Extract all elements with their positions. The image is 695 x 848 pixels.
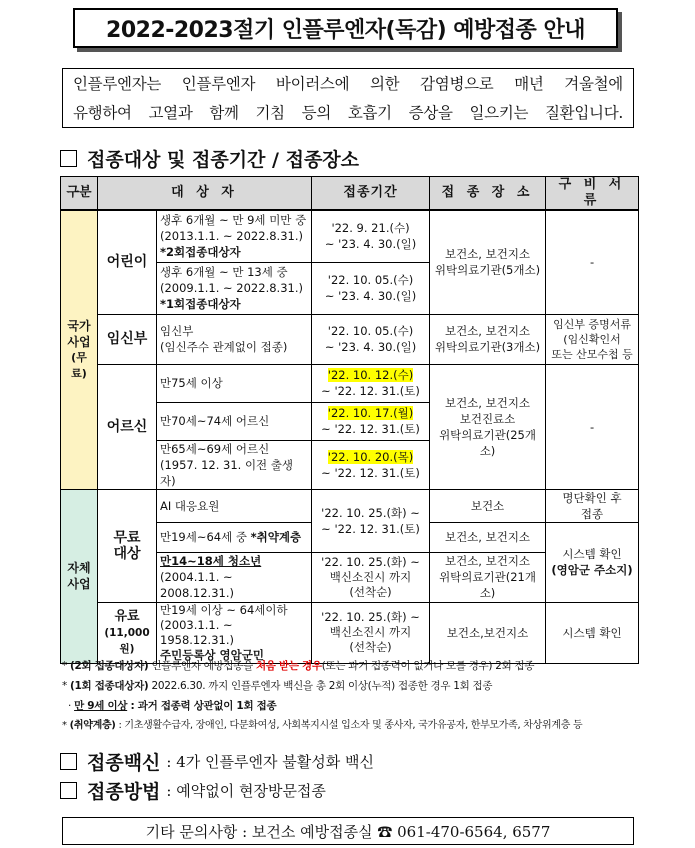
pregnant-docs: 임신부 증명서류 (임신확인서 또는 산모수첩 등 xyxy=(546,314,639,364)
table-row xyxy=(61,364,639,402)
free-place-vulnerable: 보건소, 보건지소 xyxy=(430,522,546,552)
free-place-youth: 보건소, 보건지소 위탁의료기관(21개소) xyxy=(430,552,546,602)
vaccine-label: 접종백신 xyxy=(87,752,161,774)
child-label: 어린이 xyxy=(98,210,157,314)
child-place: 보건소, 보건지소 위탁의료기관(5개소) xyxy=(430,210,546,314)
paid-docs: 시스템 확인 xyxy=(546,602,639,663)
pregnant-target: 임신부 (임신주수 관계없이 접종) xyxy=(157,314,312,364)
free-target-youth: 만14~18세 청소년 (2004.1.1. ~ 2008.12.31.) xyxy=(157,552,312,602)
intro-box xyxy=(62,68,634,128)
pregnant-place: 보건소, 보건지소 위탁의료기관(3개소) xyxy=(430,314,546,364)
child-docs: - xyxy=(546,210,639,314)
title-box xyxy=(73,8,618,51)
elderly-label: 어르신 xyxy=(98,364,157,489)
vaccination-table xyxy=(60,176,639,664)
method-label: 접종방법 xyxy=(87,781,161,803)
footnote-vulnerable: * (취약계층) : 기초생활수급자, 장애인, 다문화여성, 사회복지시설 입소자 및 종사자, 국가유공자, 한부모가족, 차상위계층 등 xyxy=(62,720,583,731)
free-period-youth: '22. 10. 25.(화) ~ 백신소진시 까지 (선착순) xyxy=(312,552,430,602)
header-docs: 구 비 서 류 xyxy=(546,177,639,211)
free-target-ai: AI 대응요원 xyxy=(157,489,312,522)
child-period-1dose: '22. 10. 05.(수) ~ '23. 4. 30.(일) xyxy=(312,262,430,314)
vaccine-line xyxy=(60,748,374,775)
contact-footer: 기타 문의사항 : 보건소 예방접종실 ☎ 061-470-6564, 6577 xyxy=(62,817,634,845)
elderly-docs: - xyxy=(546,364,639,489)
paid-period: '22. 10. 25.(화) ~ 백신소진시 까지 (선착순) xyxy=(312,602,430,663)
free-period-ai: '22. 10. 25.(화) ~ ~ '22. 12. 31.(토) xyxy=(312,489,430,552)
footnote-age9: · 만 9세 이상 : 과거 접종력 상관없이 1회 접종 xyxy=(68,700,277,712)
checkbox-square-icon xyxy=(60,782,77,799)
elderly-period-65: '22. 10. 20.(목) ~ '22. 12. 31.(토) xyxy=(312,440,430,489)
table-row xyxy=(61,489,639,522)
footnotes xyxy=(62,656,642,736)
paid-place: 보건소,보건지소 xyxy=(430,602,546,663)
header-target: 대 상 자 xyxy=(98,177,312,211)
section-title: 접종대상 및 접종기간 / 접종장소 xyxy=(87,149,360,171)
footnote-2dose: * (2회 접종대상자) 인플루엔자 예방접종을 처음 받는 경우(또는 과거 접종력이 없거나 모를 경우) 2회 접종 xyxy=(62,660,535,672)
elderly-target-70: 만70세~74세 어르신 xyxy=(157,402,312,440)
method-value: : 예약없이 현장방문접종 xyxy=(166,782,326,800)
child-period-2dose: '22. 9. 21.(수) ~ '23. 4. 30.(일) xyxy=(312,210,430,262)
vaccine-value: : 4가 인플루엔자 불활성화 백신 xyxy=(166,753,374,771)
free-target-vulnerable: 만19세~64세 중 *취약계층 xyxy=(157,522,312,552)
header-period: 접종기간 xyxy=(312,177,430,211)
child-target-2dose: 생후 6개월 ~ 만 9세 미만 중 (2013.1.1. ~ 2022.8.31.) *2회접종대상자 xyxy=(157,210,312,262)
elderly-place: 보건소, 보건지소 보건진료소 위탁의료기관(25개소) xyxy=(430,364,546,489)
section-heading-target xyxy=(60,145,359,172)
table-row xyxy=(61,314,639,364)
method-line xyxy=(60,777,326,804)
free-label: 무료 대상 xyxy=(98,489,157,602)
header-division: 구분 xyxy=(61,177,98,211)
checkbox-square-icon xyxy=(60,150,77,167)
free-docs-system: 시스템 확인 (영암군 주소지) xyxy=(546,522,639,602)
page-title: 2022-2023절기 인플루엔자(독감) 예방접종 안내 xyxy=(73,8,618,48)
pregnant-label: 임신부 xyxy=(98,314,157,364)
paid-label: 유료 (11,000원) xyxy=(98,602,157,663)
local-program-label: 자체 사업 xyxy=(61,489,98,663)
checkbox-square-icon xyxy=(60,753,77,770)
pregnant-period: '22. 10. 05.(수) ~ '23. 4. 30.(일) xyxy=(312,314,430,364)
elderly-period-75: '22. 10. 12.(수) ~ '22. 12. 31.(토) xyxy=(312,364,430,402)
elderly-period-70: '22. 10. 17.(월) ~ '22. 12. 31.(토) xyxy=(312,402,430,440)
footnote-1dose: * (1회 접종대상자) 2022.6.30. 까지 인플루엔자 백신을 총 2회 이상(누적) 접종한 경우 1회 접종 xyxy=(62,680,493,692)
paid-target: 만19세 이상 ~ 64세이하 (2003.1.1. ~ 1958.12.31.) 주민등록상 영암군민 xyxy=(157,602,312,663)
intro-line: 유행하여 고열과 함께 기침 등의 호흡기 증상을 일으키는 질환입니다. xyxy=(73,104,623,122)
child-target-1dose: 생후 6개월 ~ 만 13세 중 (2009.1.1. ~ 2022.8.31.) *1회접종대상자 xyxy=(157,262,312,314)
elderly-target-65: 만65세~69세 어르신 (1957. 12. 31. 이전 출생자) xyxy=(157,440,312,489)
intro-line: 인플루엔자는 인플루엔자 바이러스에 의한 감염병으로 매년 겨울철에 xyxy=(73,75,623,93)
header-place: 접 종 장 소 xyxy=(430,177,546,211)
elderly-target-75: 만75세 이상 xyxy=(157,364,312,402)
free-docs-ai: 명단확인 후 접종 xyxy=(546,489,639,522)
national-program-label: 국가 사업 (무료) xyxy=(61,210,98,489)
table-row xyxy=(61,210,639,262)
free-place-ai: 보건소 xyxy=(430,489,546,522)
table-row xyxy=(61,602,639,663)
table-header-row xyxy=(61,177,639,211)
